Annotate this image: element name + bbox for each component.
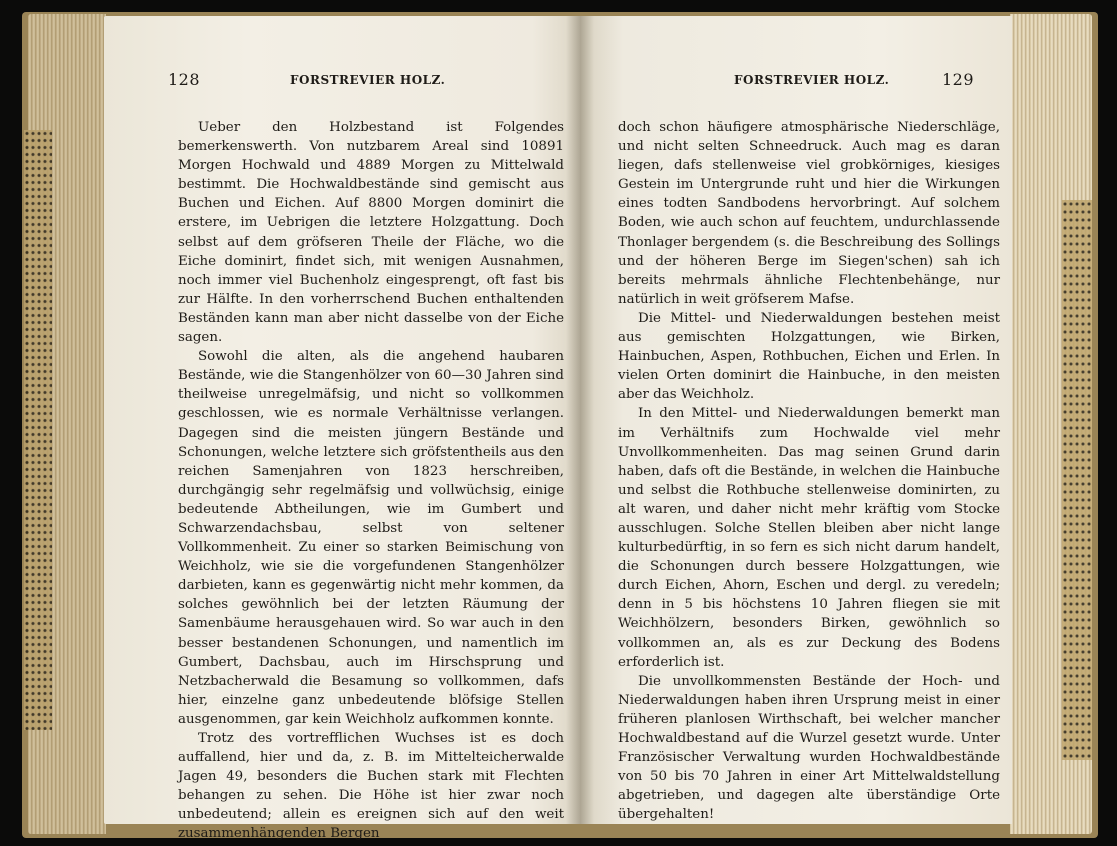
left-page-number: 128 xyxy=(168,70,201,89)
left-running-head: FORSTREVIER HOLZ. xyxy=(290,73,446,87)
paragraph: Die Mittel- und Niederwaldungen bestehen meist aus gemischten Holzgattungen, wie Birken, Hainbuchen, Aspen, Rothbuchen, Eichen und Erlen. In vielen Orten dominirt die Hainbuche, in den meisten aber das Weichholz. xyxy=(618,310,1000,403)
right-page xyxy=(580,16,1012,824)
paragraph: Die unvollkommensten Bestände der Hoch- und Niederwaldungen haben ihren Ursprung meist in einer früheren planlosen Wirthschaft, bei welcher mancher Hochwaldbestand auf die Wurzel gesetzt wurde. Unter Französischer Verwaltung wurden Hochwaldbestände von 50 bis 70 Jahren in einer Art Mittelwaldstellung abgetrieben, und dagegen alte überständige Orte übergehalten! xyxy=(618,673,1000,823)
left-page-header xyxy=(168,70,568,90)
left-page xyxy=(104,16,580,842)
speckled-edge-left xyxy=(24,130,52,730)
speckled-edge-right xyxy=(1062,200,1092,760)
right-page-text xyxy=(618,118,1000,824)
paragraph: Sowohl die alten, als die angehend haubaren Bestände, wie die Stangenhölzer von 60—30 Jahren sind theilweise unregelmäfsig, und nicht so vollkommen geschlossen, wie es normale Verhältnisse verlangen. Dagegen sind die meisten jüngern Bestände und Schonungen, welche letztere sich gröfstentheils aus den reichen Samenjahren von 1823 herschreiben, durchgängig sehr regelmäfsig und vollwüchsig, einige bedeutende Abtheilungen, wie im Gumbert und Schwarzendachsbau, selbst von seltener Vollkommenheit. Zu einer so starken Beimischung von Weichholz, wie sie die vorgefundenen Stangenhölzer darbieten, kann es gegenwärtig nicht mehr kommen, da solches gewöhnlich bei der letzten Räumung der Samenbäume herausgehauen wird. So war auch in den besser bestandenen Schonungen, und namentlich im Gumbert, Dachsbau, auch im Hirschsprung und Netzbacherwald die Besamung so vollkommen, dafs hier, einzelne ganz unbedeutende blöfsige Stellen ausgenommen, gar kein Weichholz aufkommen konnte. xyxy=(178,349,564,727)
paragraph: doch schon häufigere atmosphärische Niederschläge, und nicht selten Schneedruck. Auch mag es daran liegen, dafs stellenweise viel grobkörniges, kiesiges Gestein im Untergrunde ruht und hier die Wirkungen eines todten Sandbodens hervorbringt. Auf solchem Boden, wie auch schon auf feuchtem, undurchlassende Thonlager bergendem (s. die Beschreibung des Sollings und der höheren Berge im Siegen'schen) sah ich bereits mehrmals ähnliche Flechtenbehänge, nur natürlich in weit gröfserem Mafse. xyxy=(618,120,1000,307)
paragraph: In den Mittel- und Niederwaldungen bemerkt man im Verhältnifs zum Hochwalde viel mehr Unvollkommenheiten. Das mag seinen Grund darin haben, dafs oft die Bestände, in welchen die Hainbuche und selbst die Rothbuche stellenweise dominirten, zu alt waren, und daher nicht mehr kräftig vom Stocke ausschlugen. Solche Stellen bleiben aber nicht lange kulturbedürftig, in so fern es sich nicht darum handelt, die Schonungen durch bessere Holzgattungen, wie durch Eichen, Ahorn, Eschen und dergl. zu veredeln; denn in 5 bis höchstens 10 Jahren fliegen sie mit Weichhölzern, besonders Birken, gewöhnlich so vollkommen an, als es zur Deckung des Bodens erforderlich ist. xyxy=(618,406,1000,670)
book-gutter xyxy=(566,16,594,824)
right-running-head: FORSTREVIER HOLZ. xyxy=(734,73,890,87)
right-page-header xyxy=(734,70,974,90)
right-page-number: 129 xyxy=(942,70,975,89)
paragraph: Trotz des vortrefflichen Wuchses ist es doch auffallend, hier und da, z. B. im Mittelteicherwalde Jagen 49, besonders die Buchen stark mit Flechten behangen zu sehen. Die Höhe ist hier zwar noch unbedeutend; allein es ereignen sich auf den weit zusammenhängenden Bergen xyxy=(178,731,564,842)
paragraph: Ueber den Holzbestand ist Folgendes bemerkenswerth. Von nutzbarem Areal sind 10891 Morgen Hochwald und 4889 Morgen zu Mittelwald bestimmt. Die Hochwaldbestände sind gemischt aus Buchen und Eichen. Auf 8800 Morgen dominirt die erstere, im Uebrigen die letztere Holzgattung. Doch selbst auf dem gröfseren Theile der Fläche, wo die Eiche dominirt, findet sich, mit wenigen Ausnahmen, noch immer viel Buchenholz eingesprengt, oft fast bis zur Hälfte. In den vorherrschend Buchen enthaltenden Beständen kann man aber nicht dasselbe von der Eiche sagen. xyxy=(178,120,564,346)
left-page-text xyxy=(178,118,564,844)
